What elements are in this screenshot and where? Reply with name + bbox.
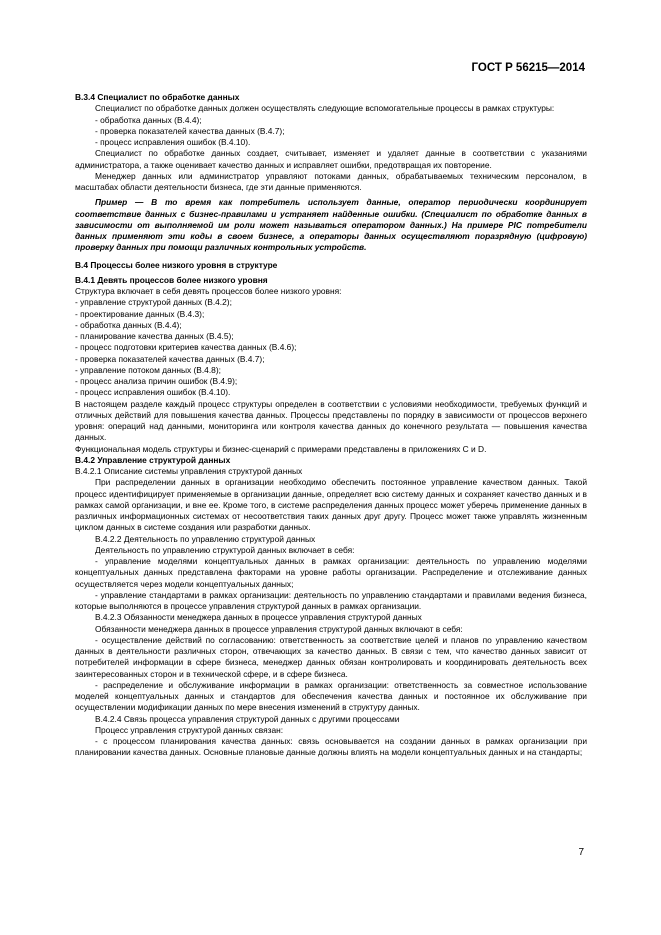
paragraph: - управление структурой данных (В.4.2); bbox=[75, 297, 232, 308]
paragraph: Структура включает в себя девять процессов более низкого уровня: bbox=[75, 286, 342, 296]
paragraph: - управление моделями концептуальных данных в рамках организации: деятельность по управлению моделями концептуальных данных представлена факторами на уровне работы организации. Распределение и отслеживание данных осуществляется через модели концептуальных данных; bbox=[75, 556, 587, 589]
paragraph: - управление потоком данных (В.4.8); bbox=[75, 364, 221, 375]
paragraph: - процесс исправления ошибок (В.4.10). bbox=[95, 137, 251, 147]
paragraph: - распределение и обслуживание информации в рамках организации: ответственность за совместное использование моделей концептуальных данных и стандартов для обеспечения качества данных и постоянное их обслуживание при осуществлении модификации данных по мере внесения изменений в структуру данных. bbox=[75, 679, 587, 713]
paragraph: Обязанности менеджера данных в процессе управления структурой данных включают в себя: bbox=[95, 623, 463, 634]
paragraph: Деятельность по управлению структурой данных включает в себя: bbox=[95, 544, 355, 555]
paragraph: - управление стандартами в рамках организации: деятельность по управлению стандартами и правилами ведения бизнеса, которые выполняются в процессе управления структурой данных в рамках организации. bbox=[75, 589, 587, 611]
paragraph: В.4.2.2 Деятельность по управлению структурой данных bbox=[95, 533, 316, 544]
example-paragraph: Пример — В то время как потребитель использует данные, оператор периодически координирует соответствие данных с бизнес-правилами и устраняет найденные ошибки. (Специалист по обработке данных в зависимости от выполняемой им роли может называться оператором данных.) На примере PIC потребители данных применяют эти коды в своем бизнесе, а операторы данных осуществляют поразрядную (цифровую) проверку данных при помощи различных контрольных устройств. bbox=[75, 197, 587, 253]
paragraph: Менеджер данных или администратор управляют потоками данных, обрабатываемых техническим персоналом, в масштабах области деятельности бизнеса, где эти данные применяются. bbox=[75, 170, 587, 192]
document-body bbox=[75, 92, 587, 759]
paragraph: - проверка показателей качества данных (В.4.7); bbox=[95, 125, 285, 136]
paragraph: Функциональная модель структуры и бизнес-сценарий с примерами представлены в приложениях С и D. bbox=[75, 443, 487, 454]
paragraph: В.4.2.1 Описание системы управления структурой данных bbox=[75, 466, 303, 476]
paragraph: - обработка данных (В.4.4); bbox=[75, 319, 182, 330]
page-number: 7 bbox=[578, 847, 584, 858]
paragraph: - планирование качества данных (В.4.5); bbox=[75, 331, 234, 341]
paragraph: Специалист по обработке данных должен осуществлять следующие вспомогательные процессы в рамках структуры: bbox=[95, 103, 555, 114]
paragraph: Процесс управления структурой данных связан: bbox=[95, 724, 284, 735]
paragraph: - процесс исправления ошибок (В.4.10). bbox=[75, 387, 231, 398]
paragraph: - процесс анализа причин ошибок (В.4.9); bbox=[75, 376, 238, 386]
paragraph: Специалист по обработке данных создает, считывает, изменяет и удаляет данные в соответствии с указаниями администратора, а также оценивает качество данных и исправляет ошибки, предотвращая их повторение. bbox=[75, 148, 587, 170]
section-heading: В.3.4 Специалист по обработке данных bbox=[75, 92, 240, 102]
paragraph: - осуществление действий по согласованию: ответственность за соответствие целей и планов по управлению качеством данных в деятельности различных сторон, отвечающих за качество данных. В связи с тем, что качество данных зависит от потребителей информации в сфере бизнеса, менеджер данных обязан контролировать и координировать деятельность всех заинтересованных сторон и в технической сфере, и в сфере бизнеса. bbox=[75, 634, 587, 679]
paragraph: В настоящем разделе каждый процесс структуры определен в соответствии с условиями необходимости, требуемых функций и отличных действий для повышения качества данных. Процессы представлены по порядку в зависимости от процессов верхнего уровня: операций над данными, мониторинга или контроля качества данных до конечного результата — повышения качества данных. bbox=[75, 398, 587, 443]
paragraph: - обработка данных (В.4.4); bbox=[95, 114, 202, 125]
paragraph: В.4.2.4 Связь процесса управления структурой данных с другими процессами bbox=[95, 713, 400, 724]
paragraph: При распределении данных в организации необходимо обеспечить постоянное управление качеством данных. Такой процесс идентифицирует применяемые в организации данные, определяет всю систему данных и сохраняет качество данных и в рамках самой организации, и вне ее. Кроме того, в системе распределения данных процесс может уберечь применение данных в различных информационных системах от несоответствия таких данных друг другу. Процесс может также управлять жизненным циклом данных в системе создания или разработки данных. bbox=[75, 477, 587, 533]
paragraph: В.4.2.3 Обязанности менеджера данных в процессе управления структурой данных bbox=[95, 612, 422, 623]
document-code: ГОСТ Р 56215—2014 bbox=[471, 62, 585, 74]
paragraph: - проверка показателей качества данных (В.4.7); bbox=[75, 353, 265, 364]
paragraph: - проектирование данных (В.4.3); bbox=[75, 308, 205, 319]
section-heading: В.4.1 Девять процессов более низкого уровня bbox=[75, 274, 268, 285]
section-heading: В.4.2 Управление структурой данных bbox=[75, 454, 231, 465]
paragraph: - процесс подготовки критериев качества данных (В.4.6); bbox=[75, 342, 297, 353]
paragraph: - с процессом планирования качества данных: связь основывается на создании данных в рамках организации при планировании качества данных. Основные плановые данные должны влиять на модели концептуальных данных и на стандарты; bbox=[75, 736, 587, 758]
section-heading: В.4 Процессы более низкого уровня в структуре bbox=[75, 259, 278, 270]
